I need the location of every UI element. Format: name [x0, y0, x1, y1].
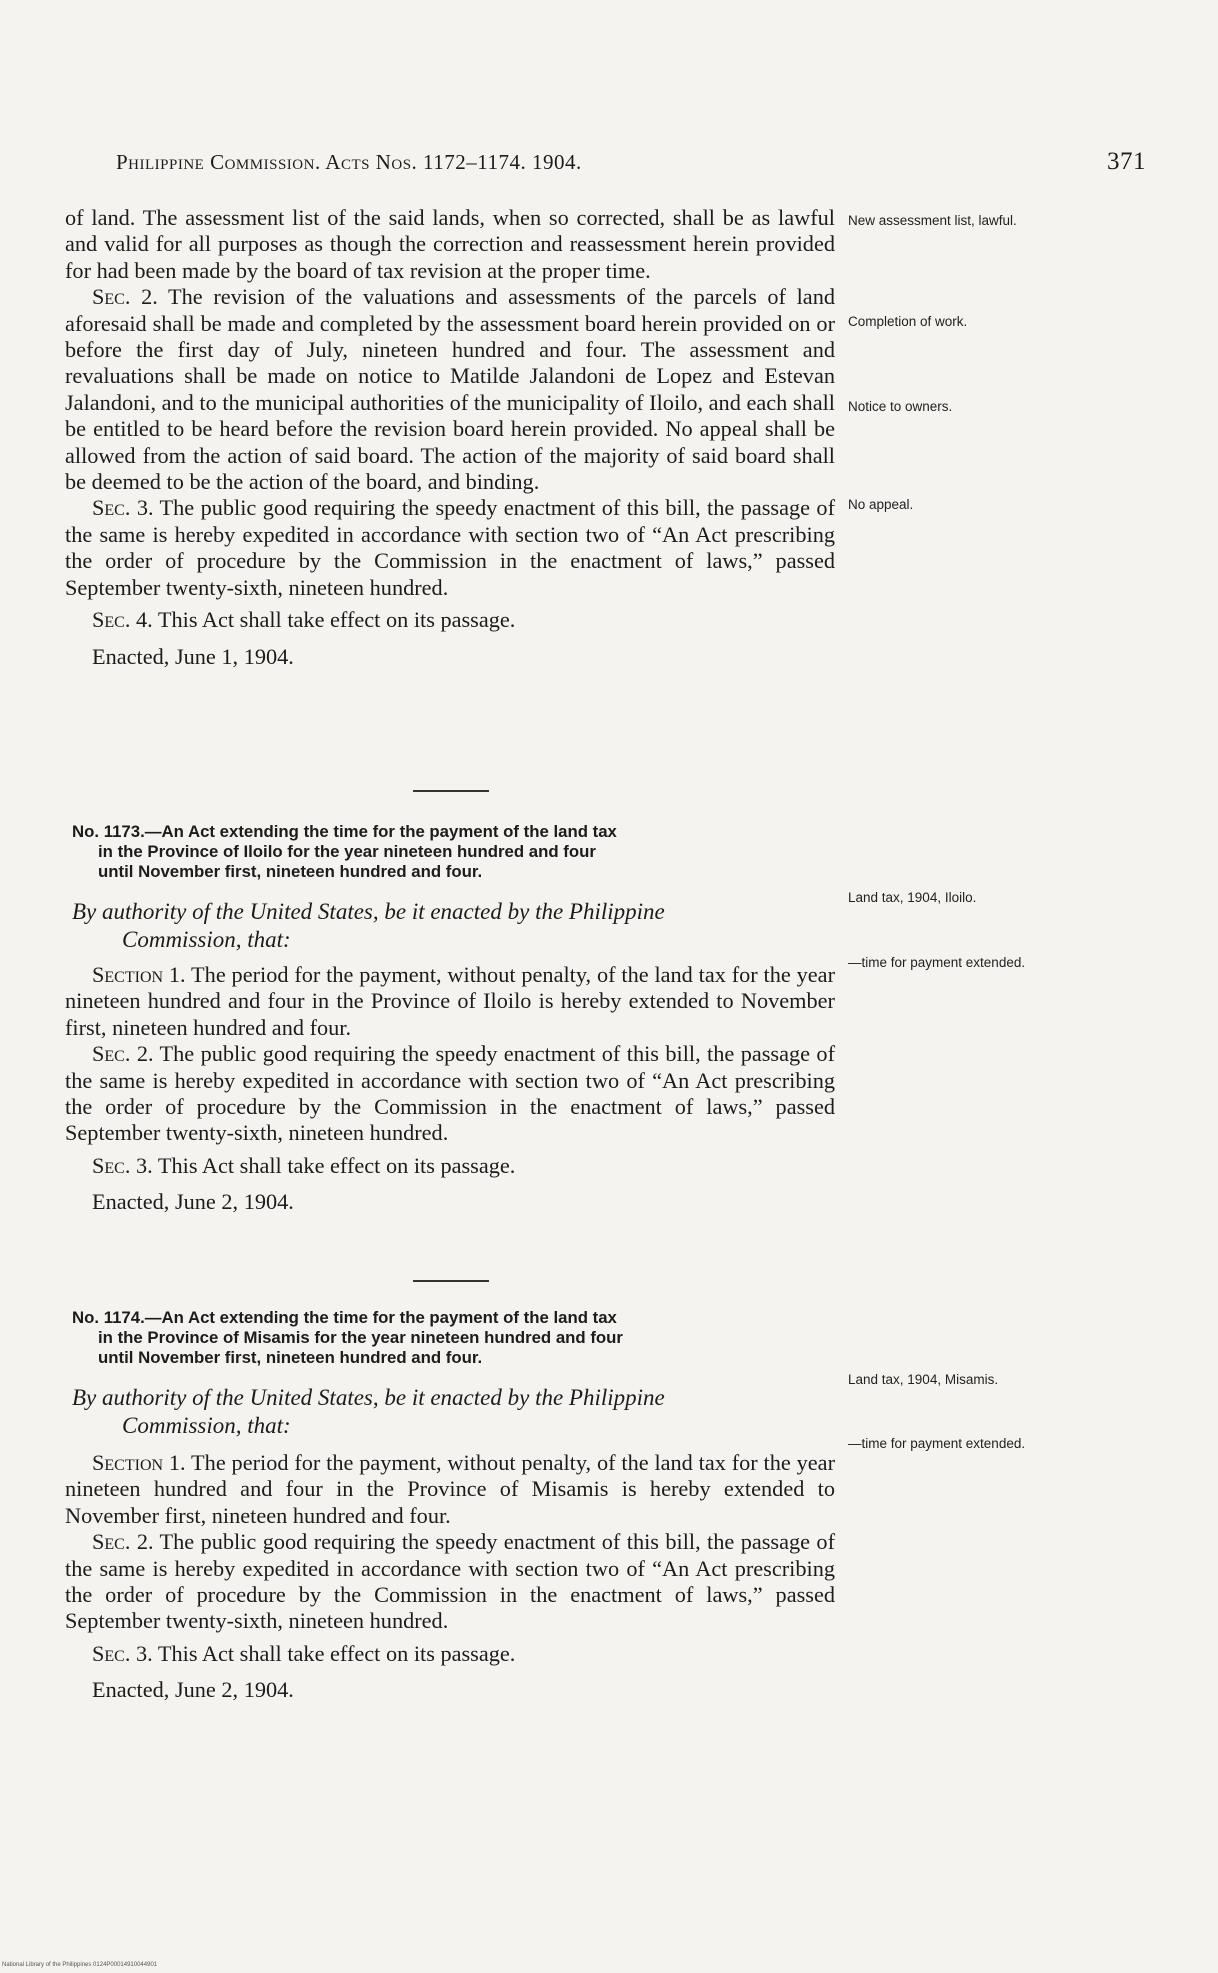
page-number: 371	[1107, 148, 1146, 175]
margin-note: Land tax, 1904, Misamis.	[848, 1372, 999, 1387]
scan-footer: National Library of the Philippines 0124P00014910044901	[2, 1962, 158, 1968]
margin-note: —time for payment extended.	[848, 1436, 1026, 1451]
act-1174-body	[65, 1450, 835, 1704]
enacted-date: Enacted, June 2, 1904.	[92, 1677, 294, 1703]
section-divider	[413, 1280, 489, 1282]
enacted-date: Enacted, June 1, 1904.	[92, 643, 294, 669]
enacted-date: Enacted, June 2, 1904.	[92, 1189, 294, 1215]
act-1173-body	[65, 962, 835, 1216]
act-1173-title: No. 1173.—An Act extending the time for the payment of the land tax in the Province of Iloilo for the year nineteen hundred and four until November first, nineteen hundred and four.	[72, 822, 617, 881]
section-divider	[413, 790, 489, 792]
act-1172-continuation	[65, 205, 835, 670]
paragraph: Sec. 2. The revision of the valuations and assessments of the parcels of land aforesaid shall be made and completed by the assessment board herein provided on or before the first day of July, nineteen hundred and four. The assessment and revaluations shall be made on notice to Matilde Jalandoni de Lopez and Estevan Jalandoni, and to the municipal authorities of the municipality of Iloilo, and each shall be entitled to be heard before the revision board herein provided. No appeal shall be allowed from the action of said board. The action of the majority of said board shall be deemed to be the action of the board, and binding.	[65, 284, 836, 495]
paragraph: Sec. 3. This Act shall take effect on its passage.	[92, 1152, 516, 1178]
paragraph: Sec. 3. This Act shall take effect on its passage.	[92, 1640, 516, 1666]
paragraph: Section 1. The period for the payment, without penalty, of the land tax for the year nineteen hundred and four in the Province of Misamis is hereby extended to November first, nineteen hundred and four.	[65, 1450, 835, 1528]
paragraph: Sec. 2. The public good requiring the speedy enactment of this bill, the passage of the same is hereby expedited in accordance with section two of “An Act prescribing the order of procedure by the Commission in the enactment of laws,” passed September twenty-sixth, nineteen hundred.	[65, 1041, 835, 1146]
margin-note: Land tax, 1904, Iloilo.	[848, 890, 977, 905]
paragraph: Sec. 2. The public good requiring the speedy enactment of this bill, the passage of the same is hereby expedited in accordance with section two of “An Act prescribing the order of procedure by the Commission in the enactment of laws,” passed September twenty-sixth, nineteen hundred.	[65, 1529, 835, 1634]
act-1173-enacting-clause: By authority of the United States, be it enacted by the Philippine Commission, that:	[72, 899, 665, 952]
running-header	[116, 150, 1146, 182]
act-1174-enacting-clause: By authority of the United States, be it enacted by the Philippine Commission, that:	[72, 1385, 665, 1438]
margin-note: Notice to owners.	[848, 399, 953, 414]
margin-note: —time for payment extended.	[848, 955, 1026, 970]
margin-note: No appeal.	[848, 497, 914, 512]
act-1174-title: No. 1174.—An Act extending the time for the payment of the land tax in the Province of Misamis for the year nineteen hundred and four until November first, nineteen hundred and four.	[72, 1308, 623, 1367]
paragraph: Sec. 3. The public good requiring the speedy enactment of this bill, the passage of the same is hereby expedited in accordance with section two of “An Act prescribing the order of procedure by the Commission in the enactment of laws,” passed September twenty-sixth, nineteen hundred.	[65, 495, 835, 600]
paragraph: of land. The assessment list of the said lands, when so corrected, shall be as lawful and valid for all purposes as though the correction and reassessment herein provided for had been made by the board of tax revision at the proper time.	[65, 205, 835, 283]
margin-note: New assessment list, lawful.	[848, 213, 1017, 228]
margin-note: Completion of work.	[848, 314, 968, 329]
paragraph: Sec. 4. This Act shall take effect on its passage.	[92, 607, 516, 633]
paragraph: Section 1. The period for the payment, without penalty, of the land tax for the year nineteen hundred and four in the Province of Iloilo is hereby extended to November first, nineteen hundred and four.	[65, 962, 835, 1040]
running-title: Philippine Commission. Acts Nos. 1172–1174. 1904.	[116, 150, 582, 174]
